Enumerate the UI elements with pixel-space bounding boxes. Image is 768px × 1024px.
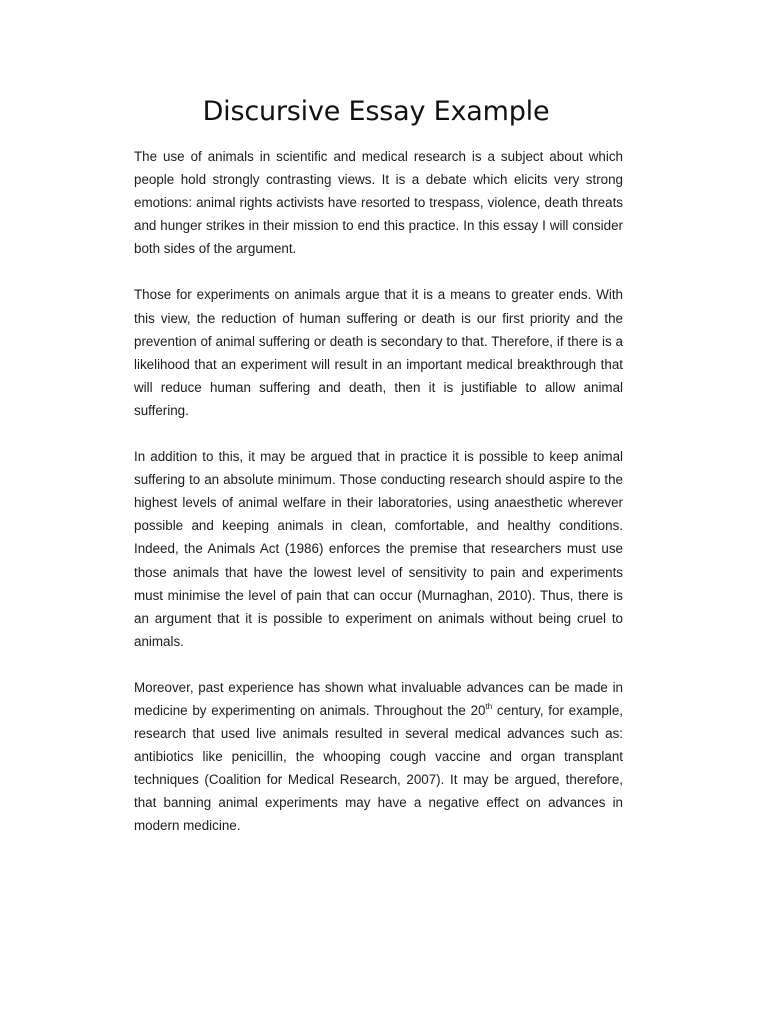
paragraph-text-before-superscript: Moreover, past experience has shown what invaluable advances can be made in medicine by experimenting on animals. Throughout the 20 [134, 679, 623, 718]
paragraph-text-after-superscript: century, for example, research that used live animals resulted in several medical advances such as: antibiotics like penicillin, the whooping cough vaccine and organ transplant techniques (Coalition for Medical Research, 2007). It may be argued, therefore, that banning animal experiments may have a negative effect on advances in modern medicine. [134, 702, 623, 834]
paragraph-medical-advances [134, 676, 623, 838]
paragraph-introduction: The use of animals in scientific and medical research is a subject about which people hold strongly contrasting views. It is a debate which elicits very strong emotions: animal rights activists have resorted to trespass, violence, death threats and hunger strikes in their mission to end this practice. In this essay I will consider both sides of the argument. [134, 149, 623, 257]
ordinal-superscript: th [485, 701, 493, 711]
document-title: Discursive Essay Example [202, 96, 550, 127]
paragraph-greater-ends: Those for experiments on animals argue that it is a means to greater ends. With this view, the reduction of human suffering or death is our first priority and the prevention of animal suffering or death is secondary to that. Therefore, if there is a likelihood that an experiment will result in an important medical breakthrough that will reduce human suffering and death, then it is justifiable to allow animal suffering. [134, 287, 623, 418]
essay-body [134, 145, 623, 861]
paragraph-minimise-suffering: In addition to this, it may be argued that in practice it is possible to keep animal suffering to an absolute minimum. Those conducting research should aspire to the highest levels of animal welfare in their laboratories, using anaesthetic wherever possible and keeping animals in clean, comfortable, and healthy conditions. Indeed, the Animals Act (1986) enforces the premise that researchers must use those animals that have the lowest level of sensitivity to pain and experiments must minimise the level of pain that can occur (Murnaghan, 2010). Thus, there is an argument that it is possible to experiment on animals without being cruel to animals. [134, 449, 623, 649]
